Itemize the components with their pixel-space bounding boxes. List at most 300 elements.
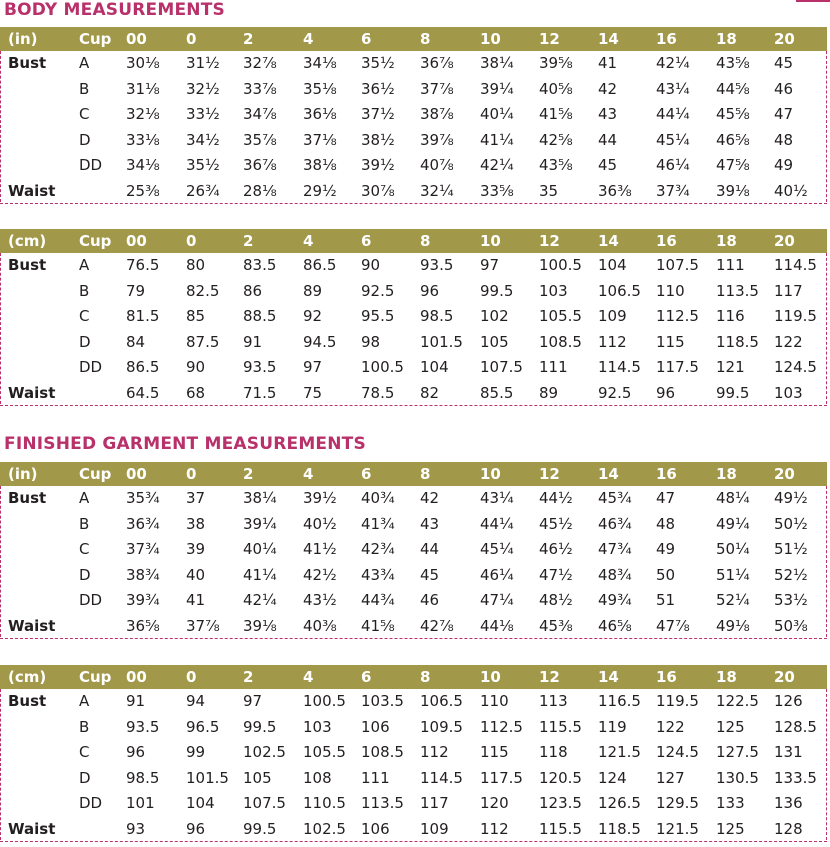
measurement-cell: 43¼ [656, 79, 690, 98]
cup-label: D [79, 332, 91, 351]
measurement-cell: 86.5 [126, 358, 160, 376]
measurement-cell: 117 [420, 794, 449, 812]
unit-label: (in) [8, 30, 38, 48]
measurement-cell: 115.5 [539, 819, 582, 838]
table-row [0, 77, 827, 103]
measurement-cell: 130.5 [716, 768, 759, 787]
measurement-cell: 109 [420, 819, 449, 838]
measurement-cell: 52½ [774, 565, 808, 584]
measurement-cell: 39⅝ [539, 54, 573, 72]
measurement-cell: 41 [598, 54, 618, 72]
measurement-cell: 42 [420, 489, 440, 507]
measurement-cell: 40¾ [361, 489, 395, 507]
measurement-cell: 42½ [303, 565, 337, 584]
table-row [0, 766, 827, 792]
dashed-border [0, 405, 827, 406]
measurement-cell: 46¼ [480, 565, 514, 584]
size-header: 12 [539, 668, 560, 686]
dashed-border [0, 841, 827, 842]
size-header: 6 [361, 232, 372, 250]
measurement-cell: 41 [186, 591, 206, 609]
measurement-cell: 43½ [303, 591, 337, 609]
measurement-cell: 44 [598, 130, 618, 149]
cup-label: A [79, 256, 90, 274]
measurement-cell: 118.5 [598, 819, 641, 838]
measurement-cell: 112 [480, 819, 509, 838]
measurement-cell: 41½ [303, 540, 337, 558]
measurement-cell: 37⅛ [303, 130, 337, 149]
measurement-cell: 32¼ [420, 181, 454, 200]
measurement-cell: 87.5 [186, 332, 220, 351]
measurement-cell: 48 [774, 130, 794, 149]
measurement-cell: 109 [598, 307, 627, 325]
unit-label: (in) [8, 465, 38, 483]
measurement-cell: 46½ [539, 540, 573, 558]
measurement-cell: 117.5 [656, 358, 699, 376]
measurement-cell: 100.5 [361, 358, 404, 376]
measurement-cell: 45¾ [598, 489, 632, 507]
measurement-cell: 42¼ [480, 156, 514, 174]
size-header: 2 [243, 232, 254, 250]
measurement-cell: 40½ [303, 514, 337, 533]
unit-label: (cm) [8, 232, 47, 250]
measurement-cell: 44¼ [656, 105, 690, 123]
measurement-cell: 114.5 [598, 358, 641, 376]
measurement-cell: 35½ [186, 156, 220, 174]
measurement-cell: 121 [716, 358, 745, 376]
measurement-cell: 131 [774, 743, 803, 761]
measurement-cell: 96 [186, 819, 206, 838]
measurement-cell: 117 [774, 281, 803, 300]
cup-label: A [79, 489, 90, 507]
measurement-cell: 37 [186, 489, 206, 507]
measurement-cell: 96.5 [186, 717, 220, 736]
measurement-cell: 89 [539, 383, 559, 402]
cup-label: DD [79, 358, 103, 376]
measurement-cell: 39⅞ [420, 130, 454, 149]
table-row [0, 330, 827, 356]
measurement-cell: 33⅛ [126, 130, 160, 149]
size-header: 00 [126, 30, 147, 48]
dashed-border [826, 486, 827, 637]
measurement-cell: 38½ [361, 130, 395, 149]
measurement-cell: 90 [186, 358, 206, 376]
table-row [0, 715, 827, 741]
measurement-cell: 99 [186, 743, 206, 761]
size-header: 4 [303, 668, 314, 686]
measurement-cell: 79 [126, 281, 146, 300]
measurement-cell: 82 [420, 383, 440, 402]
measurement-cell: 136 [774, 794, 803, 812]
measurement-cell: 125 [716, 717, 745, 736]
measurement-cell: 118 [539, 743, 568, 761]
row-label: Bust [8, 489, 47, 507]
measurement-cell: 35¾ [126, 489, 160, 507]
measurement-cell: 34⅛ [126, 156, 160, 174]
measurement-cell: 71.5 [243, 383, 277, 402]
measurement-cell: 100.5 [539, 256, 582, 274]
measurement-cell: 120 [480, 794, 509, 812]
body-measurements-title: BODY MEASUREMENTS [4, 0, 225, 20]
size-header: 4 [303, 232, 314, 250]
measurement-cell: 97 [243, 692, 263, 710]
measurement-cell: 47⅞ [656, 616, 690, 635]
measurement-cell: 88.5 [243, 307, 277, 325]
measurement-cell: 50½ [774, 514, 808, 533]
measurement-cell: 111 [361, 768, 390, 787]
size-header: 14 [598, 465, 619, 483]
measurement-cell: 31½ [186, 54, 220, 72]
measurement-cell: 106.5 [598, 281, 641, 300]
measurement-cell: 115 [656, 332, 685, 351]
measurement-cell: 45⅝ [716, 105, 750, 123]
measurement-cell: 96 [420, 281, 440, 300]
measurement-cell: 39⅛ [243, 616, 277, 635]
measurement-cell: 36½ [361, 79, 395, 98]
measurement-cell: 47 [774, 105, 794, 123]
measurement-cell: 37½ [361, 105, 395, 123]
measurement-cell: 45½ [539, 514, 573, 533]
measurement-cell: 35 [539, 181, 559, 200]
measurement-cell: 47 [656, 489, 676, 507]
dashed-border [0, 203, 827, 204]
measurement-cell: 31⅛ [126, 79, 160, 98]
row-label: Bust [8, 692, 47, 710]
table-header-row [0, 229, 827, 253]
measurement-cell: 36⅞ [420, 54, 454, 72]
table-row [0, 614, 827, 640]
measurement-cell: 38¾ [126, 565, 160, 584]
table-row [0, 304, 827, 330]
row-label: Bust [8, 256, 47, 274]
cup-label: C [79, 307, 90, 325]
measurement-cell: 118.5 [716, 332, 759, 351]
measurement-cell: 43 [598, 105, 618, 123]
measurement-cell: 103 [539, 281, 568, 300]
measurement-cell: 53½ [774, 591, 808, 609]
size-header: 20 [774, 30, 795, 48]
cup-label: B [79, 281, 90, 300]
size-header: 18 [716, 232, 737, 250]
measurement-cell: 114.5 [774, 256, 817, 274]
measurement-cell: 107.5 [480, 358, 523, 376]
measurement-cell: 41¼ [243, 565, 277, 584]
measurement-cell: 105.5 [303, 743, 346, 761]
measurement-cell: 115 [480, 743, 509, 761]
measurement-cell: 108.5 [539, 332, 582, 351]
measurement-cell: 39⅛ [716, 181, 750, 200]
measurement-cell: 40⅜ [303, 616, 337, 635]
measurement-cell: 94 [186, 692, 206, 710]
measurement-cell: 68 [186, 383, 206, 402]
table-row [0, 102, 827, 128]
measurement-cell: 106.5 [420, 692, 463, 710]
size-header: 8 [420, 465, 431, 483]
measurement-cell: 45¼ [656, 130, 690, 149]
measurement-cell: 104 [186, 794, 215, 812]
measurement-cell: 39½ [303, 489, 337, 507]
measurement-cell: 47¾ [598, 540, 632, 558]
measurement-cell: 43⅝ [716, 54, 750, 72]
measurement-cell: 92.5 [361, 281, 395, 300]
measurement-cell: 38¼ [480, 54, 514, 72]
measurement-cell: 127.5 [716, 743, 759, 761]
measurement-cell: 42⅝ [539, 130, 573, 149]
measurement-cell: 98.5 [126, 768, 160, 787]
size-header: 00 [126, 232, 147, 250]
measurement-cell: 32⅛ [126, 105, 160, 123]
size-header: 16 [656, 232, 677, 250]
measurement-cell: 33½ [186, 105, 220, 123]
row-label: Bust [8, 54, 47, 72]
top-accent-line [796, 0, 830, 2]
measurement-cell: 47⅝ [716, 156, 750, 174]
size-header: 00 [126, 465, 147, 483]
table-row [0, 486, 827, 512]
measurement-cell: 112.5 [480, 717, 523, 736]
finished-garment-title: FINISHED GARMENT MEASUREMENTS [4, 434, 366, 454]
measurement-cell: 107.5 [243, 794, 286, 812]
measurement-cell: 26¾ [186, 181, 220, 200]
table-row [0, 51, 827, 77]
cup-label: DD [79, 591, 103, 609]
cup-label: A [79, 692, 90, 710]
measurement-cell: 85.5 [480, 383, 514, 402]
measurement-cell: 51 [656, 591, 676, 609]
measurement-cell: 34⅞ [243, 105, 277, 123]
measurement-cell: 111 [539, 358, 568, 376]
cup-label: D [79, 130, 91, 149]
size-header: 6 [361, 30, 372, 48]
measurement-cell: 41⅝ [539, 105, 573, 123]
measurement-cell: 113.5 [361, 794, 404, 812]
measurement-cell: 101.5 [420, 332, 463, 351]
measurement-cell: 104 [598, 256, 627, 274]
measurement-cell: 29½ [303, 181, 337, 200]
measurement-cell: 30⅞ [361, 181, 395, 200]
size-header: 8 [420, 30, 431, 48]
measurement-cell: 36⅜ [598, 181, 632, 200]
table-row [0, 537, 827, 563]
measurement-cell: 106 [361, 819, 390, 838]
measurement-cell: 36⅝ [126, 616, 160, 635]
measurement-cell: 106 [361, 717, 390, 736]
measurement-cell: 86.5 [303, 256, 337, 274]
measurement-cell: 133 [716, 794, 745, 812]
measurement-cell: 38¼ [243, 489, 277, 507]
measurement-cell: 42 [598, 79, 618, 98]
measurement-cell: 123.5 [539, 794, 582, 812]
measurement-cell: 48 [656, 514, 676, 533]
measurement-cell: 40¼ [480, 105, 514, 123]
measurement-cell: 42¼ [656, 54, 690, 72]
measurement-cell: 116.5 [598, 692, 641, 710]
cup-header: Cup [79, 465, 112, 483]
measurement-cell: 38⅞ [420, 105, 454, 123]
body-in-table [0, 27, 827, 204]
measurement-cell: 124.5 [774, 358, 817, 376]
measurement-cell: 101.5 [186, 768, 229, 787]
row-label: Waist [8, 819, 56, 838]
measurement-cell: 48¼ [716, 489, 750, 507]
measurement-cell: 83.5 [243, 256, 277, 274]
dashed-border [0, 689, 1, 840]
measurement-cell: 127 [656, 768, 685, 787]
measurement-cell: 39¼ [480, 79, 514, 98]
cup-header: Cup [79, 232, 112, 250]
measurement-cell: 112 [420, 743, 449, 761]
measurement-cell: 108 [303, 768, 332, 787]
row-label: Waist [8, 181, 56, 200]
measurement-cell: 34⅛ [303, 54, 337, 72]
measurement-cell: 38⅛ [303, 156, 337, 174]
dashed-border [0, 486, 1, 637]
size-header: 10 [480, 465, 501, 483]
measurement-cell: 93.5 [420, 256, 454, 274]
size-header: 00 [126, 668, 147, 686]
measurement-cell: 98.5 [420, 307, 454, 325]
measurement-cell: 100.5 [303, 692, 346, 710]
measurement-cell: 45 [774, 54, 794, 72]
size-header: 12 [539, 232, 560, 250]
measurement-cell: 51¼ [716, 565, 750, 584]
measurement-cell: 102 [480, 307, 509, 325]
measurement-cell: 99.5 [243, 717, 277, 736]
measurement-cell: 48¾ [598, 565, 632, 584]
cup-label: B [79, 717, 90, 736]
size-header: 20 [774, 465, 795, 483]
measurement-cell: 85 [186, 307, 206, 325]
measurement-cell: 101 [126, 794, 155, 812]
measurement-cell: 119 [598, 717, 627, 736]
measurement-cell: 116 [716, 307, 745, 325]
measurement-cell: 36⅞ [243, 156, 277, 174]
measurement-cell: 91 [243, 332, 263, 351]
table-row [0, 791, 827, 817]
size-header: 0 [186, 668, 197, 686]
measurement-cell: 50 [656, 565, 676, 584]
measurement-cell: 46 [774, 79, 794, 98]
measurement-cell: 34½ [186, 130, 220, 149]
size-header: 2 [243, 30, 254, 48]
measurement-cell: 122 [774, 332, 803, 351]
row-label: Waist [8, 616, 56, 635]
measurement-cell: 36¾ [126, 514, 160, 533]
dashed-border [826, 689, 827, 840]
measurement-cell: 33⅞ [243, 79, 277, 98]
size-header: 20 [774, 232, 795, 250]
size-header: 14 [598, 668, 619, 686]
measurement-cell: 45¼ [480, 540, 514, 558]
measurement-cell: 113 [539, 692, 568, 710]
measurement-cell: 86 [243, 281, 263, 300]
measurement-cell: 126 [774, 692, 803, 710]
measurement-cell: 125 [716, 819, 745, 838]
measurement-cell: 40 [186, 565, 206, 584]
measurement-cell: 47½ [539, 565, 573, 584]
size-header: 18 [716, 465, 737, 483]
measurement-cell: 80 [186, 256, 206, 274]
measurement-cell: 35⅞ [243, 130, 277, 149]
size-header: 0 [186, 232, 197, 250]
dashed-border [0, 253, 1, 404]
measurement-cell: 30⅛ [126, 54, 160, 72]
measurement-cell: 122 [656, 717, 685, 736]
measurement-cell: 84 [126, 332, 146, 351]
size-header: 10 [480, 668, 501, 686]
size-header: 18 [716, 668, 737, 686]
cup-label: C [79, 105, 90, 123]
cup-label: A [79, 54, 90, 72]
measurement-cell: 32½ [186, 79, 220, 98]
measurement-cell: 45 [598, 156, 618, 174]
size-header: 8 [420, 232, 431, 250]
measurement-cell: 39½ [361, 156, 395, 174]
measurement-cell: 82.5 [186, 281, 220, 300]
measurement-cell: 32⅞ [243, 54, 277, 72]
measurement-cell: 110 [656, 281, 685, 300]
garment-in-table [0, 462, 827, 639]
measurement-cell: 99.5 [716, 383, 750, 402]
measurement-cell: 52¼ [716, 591, 750, 609]
size-header: 18 [716, 30, 737, 48]
cup-header: Cup [79, 668, 112, 686]
measurement-cell: 121.5 [598, 743, 641, 761]
measurement-cell: 39 [186, 540, 206, 558]
table-row [0, 740, 827, 766]
measurement-cell: 37⅞ [186, 616, 220, 635]
measurement-cell: 128 [774, 819, 803, 838]
measurement-cell: 35⅛ [303, 79, 337, 98]
size-header: 12 [539, 465, 560, 483]
table-row [0, 381, 827, 407]
measurement-cell: 39¼ [243, 514, 277, 533]
measurement-cell: 50⅜ [774, 616, 808, 635]
size-header: 6 [361, 465, 372, 483]
measurement-cell: 96 [656, 383, 676, 402]
measurement-cell: 40⅝ [539, 79, 573, 98]
size-header: 12 [539, 30, 560, 48]
measurement-cell: 119.5 [656, 692, 699, 710]
measurement-cell: 115.5 [539, 717, 582, 736]
cup-label: DD [79, 794, 103, 812]
measurement-cell: 43⅝ [539, 156, 573, 174]
measurement-cell: 93.5 [126, 717, 160, 736]
measurement-cell: 44 [420, 540, 440, 558]
measurement-cell: 47¼ [480, 591, 514, 609]
measurement-cell: 42⅞ [420, 616, 454, 635]
measurement-cell: 108.5 [361, 743, 404, 761]
measurement-cell: 44⅝ [716, 79, 750, 98]
measurement-cell: 95.5 [361, 307, 395, 325]
measurement-cell: 43¾ [361, 565, 395, 584]
measurement-cell: 114.5 [420, 768, 463, 787]
measurement-cell: 107.5 [656, 256, 699, 274]
size-header: 16 [656, 30, 677, 48]
measurement-cell: 133.5 [774, 768, 817, 787]
measurement-cell: 117.5 [480, 768, 523, 787]
measurement-cell: 49½ [774, 489, 808, 507]
table-row [0, 689, 827, 715]
cup-label: C [79, 540, 90, 558]
measurement-cell: 45⅜ [539, 616, 573, 635]
measurement-cell: 51½ [774, 540, 808, 558]
measurement-cell: 64.5 [126, 383, 160, 402]
measurement-cell: 102.5 [303, 819, 346, 838]
measurement-cell: 96 [126, 743, 146, 761]
measurement-cell: 109.5 [420, 717, 463, 736]
measurement-cell: 124 [598, 768, 627, 787]
